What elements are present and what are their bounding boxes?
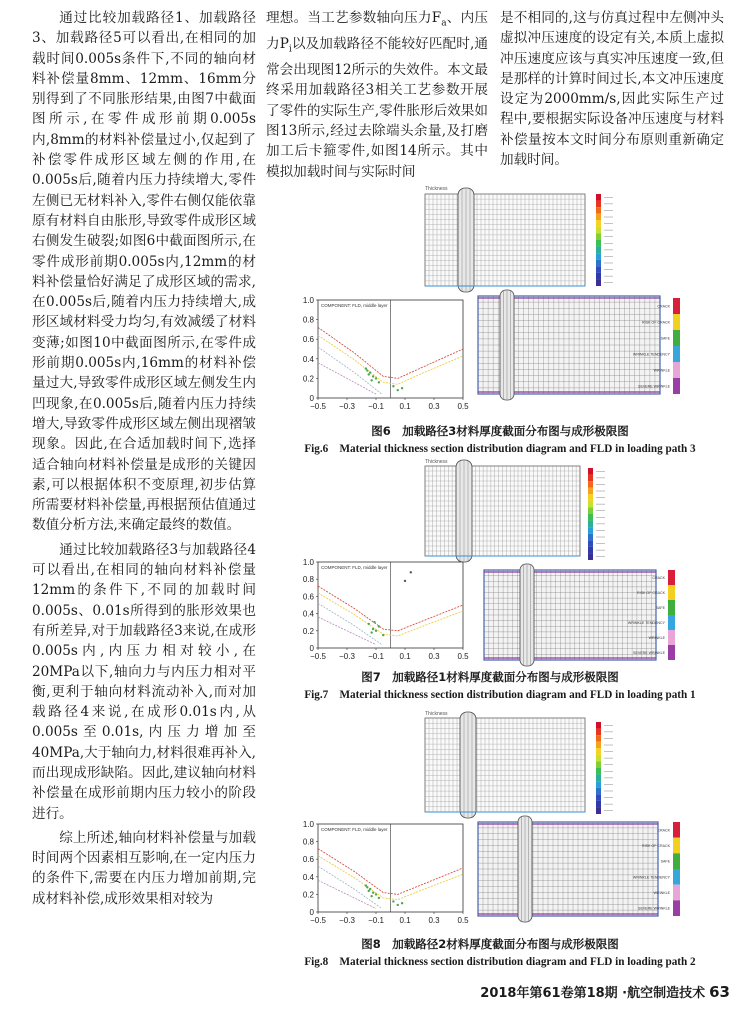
paragraph-loading-path-compare-1: 通过比较加载路径1、加载路径3、加载路径5可以看出,在相同的加载时间0.005s条件下,不同的轴向材料补偿量8mm、12mm、16mm分别得到了不同胀形结果,由图7中截面图所示,在零件成形前期0.005s内,8mm的材料补偿量过小,仅起到了补偿零件成形区域左侧的作用,在0.005s后,随着内压力持续增大,零件左侧已无材料补入,零件右侧仅能依靠原有材料自由胀形,导致零件成形区域右侧发生破裂;如图6中截面图所示,在零件成形前期0.005s内,12mm的材料补偿量恰好满足了成形区域的需求,在0.005s后,随着内压力持续增大,成形区域材料受力均匀,有效减缓了材料变薄;如图10中截面图所示,在零件成形前期0.005s内,16mm的材料补偿量过大,导致零件成形区域左侧发生内凹现象,在0.005s后,随着内压力持续增大,导致零件成形区域左侧出现褶皱现象。因此,在合适加载时间下,选择适合轴向材料补偿量是成形的关键因素,可以根据体积不变原理,初步估算所需要材料补偿量,再根据预估值通过数值分析方法,来确定最终的数值。 (32, 10, 256, 534)
fld-title: COMPONENT: FLD, middle layer (321, 565, 388, 570)
fld-strain-point (382, 634, 384, 636)
fld-strain-point (365, 367, 367, 369)
fld-strain-point (368, 623, 370, 625)
legend-label: SEVERE WRINKLE (638, 384, 670, 389)
legend-swatch (673, 853, 680, 869)
legend-swatch (673, 838, 680, 854)
legend-label: RISK OF CRACK (642, 320, 670, 325)
legend-label: RISK OF CRACK (637, 591, 665, 595)
fld-strain-point (410, 571, 412, 573)
thickness-colorbar-1 (588, 468, 605, 560)
legend-label: CRACK (657, 828, 670, 833)
fld-x-tick-label: −0.3 (339, 916, 355, 925)
formed-part-mesh-0 (478, 290, 660, 400)
fld-y-tick-label: 0.8 (302, 315, 314, 325)
fld-strain-point (366, 369, 368, 371)
figure-8-caption-en: Fig.8 Material thickness section distribution diagram and FLD in loading path 2 (304, 956, 696, 968)
paragraph-continuation-3: 是不相同的,这与仿真过程中左侧冲头虚拟冲压速度的设定有关,本质上虚拟冲压速度应该与真实冲压速度一致,但是那样的计算时间过长,本文冲压速度设定为2000mm/s,因此实际生产过程中,要根据实际设备冲压速度与材料补偿量按本文时间分布原则重新确定加载时间。 (500, 10, 724, 169)
legend-swatch (673, 346, 680, 362)
fld-strain-point (397, 389, 399, 391)
fld-y-tick-label: 0.6 (302, 592, 314, 602)
fld-strain-point (366, 886, 368, 888)
colorbar-swatch (596, 722, 601, 729)
legend-swatch (673, 314, 680, 330)
fld-y-tick-label: 0.2 (302, 890, 314, 900)
legend-swatch (673, 822, 680, 838)
legend-label: WRINKLE TENDENCY (632, 352, 670, 357)
colorbar-swatch (596, 240, 601, 247)
legend-swatch (668, 570, 675, 585)
fld-x-tick-label: −0.5 (310, 402, 326, 411)
fld-x-tick-label: 0.3 (428, 652, 440, 661)
figure-7-caption-cn: 图7 加载路径1材料厚度截面分布图与成形极限图 (361, 670, 619, 684)
fld-y-tick-label: 0.8 (302, 575, 314, 585)
figure-6-caption-cn: 图6 加载路径3材料厚度截面分布图与成形极限图 (371, 424, 629, 438)
colorbar-swatch (588, 521, 593, 528)
colorbar-swatch (596, 775, 601, 782)
fld-strain-point (397, 904, 399, 906)
fld-title: COMPONENT: FLD, middle layer (321, 827, 388, 832)
colorbar-swatch (596, 279, 601, 286)
paragraph-loading-path-compare-2: 通过比较加载路径3与加载路径4可以看出,在相同的轴向材料补偿量12mm的条件下,不同的加载时间0.005s、0.01s所得到的胀形效果也有所差异,对于加载路径3来说,在成形0.005s内,内压力相对较小,在20MPa以下,轴向力与内压力相对平衡,更利于轴向材料流动补入,而对加载路径4来说,在成形0.01s内,从0.005s至0.01s,内压力增加至40MPa,大于轴向力,材料很难再补入,而出现成形缺陷。因此,建议轴向材料补偿量在成形前期内压力较小的阶段进行。 (32, 541, 256, 822)
formed-part-mesh-1 (484, 564, 656, 666)
legend-swatch (673, 298, 680, 314)
colorbar-swatch (588, 534, 593, 541)
legend-label: SEVERE WRINKLE (638, 906, 670, 911)
colorbar-swatch (588, 481, 593, 488)
legend-label: SEVERE WRINKLE (633, 651, 665, 655)
fld-strain-point (375, 377, 377, 379)
journal-name: 2018年第61卷第18期 ·航空制造技术 (480, 986, 706, 1001)
section-label: Thickness (425, 459, 448, 465)
fld-strain-point (372, 891, 374, 893)
colorbar-swatch (588, 553, 593, 560)
fld-strain-point (375, 893, 377, 895)
fld-y-tick-label: 0.8 (302, 837, 314, 847)
legend-swatch (673, 900, 680, 916)
fld-strain-point (370, 895, 372, 897)
colorbar-swatch (596, 735, 601, 742)
colorbar-swatch (596, 233, 601, 240)
colorbar-swatch (596, 748, 601, 755)
colorbar-swatch (588, 507, 593, 514)
legend-label: WRINKLE TENDENCY (632, 875, 670, 880)
fld-y-tick-label: 0.4 (302, 354, 314, 364)
fld-x-tick-label: 0.5 (457, 916, 469, 925)
fld-x-tick-label: −0.1 (368, 402, 384, 411)
legend-label: SAFE (660, 859, 670, 864)
colorbar-swatch (588, 547, 593, 554)
legend-label: WRINKLE (653, 891, 670, 895)
thickness-section-mesh-0 (425, 188, 585, 292)
legend-label: SAFE (660, 336, 670, 341)
fld-y-tick-label: 1.0 (302, 820, 314, 829)
fld-plot-2 (303, 820, 469, 925)
legend-swatch (673, 885, 680, 901)
colorbar-swatch (596, 761, 601, 768)
colorbar-swatch (596, 220, 601, 227)
formed-part-mesh-2 (478, 816, 658, 922)
colorbar-swatch (596, 207, 601, 214)
colorbar-swatch (596, 801, 601, 808)
section-label: Thickness (425, 711, 448, 717)
figure-7-caption-en: Fig.7 Material thickness section distribution diagram and FLD in loading path 1 (304, 689, 696, 701)
legend-swatch (673, 362, 680, 378)
legend-label: RISK OF CRACK (642, 844, 670, 848)
fld-plot-1 (303, 558, 469, 661)
page-footer (480, 982, 730, 1001)
page-number: 63 (709, 983, 730, 1001)
thickness-section-mesh-1 (425, 460, 580, 562)
fld-strain-point (369, 371, 371, 373)
colorbar-swatch (596, 194, 601, 201)
fld-x-tick-label: −0.5 (310, 916, 326, 925)
fld-x-tick-label: 0.1 (399, 916, 411, 925)
paragraph-summary: 综上所述,轴向材料补偿量与加载时间两个因素相互影响,在一定内压力的条件下,需要在内压力增加前期,完成材料补偿,成形效果相对较为 (32, 829, 256, 907)
legend-swatch (668, 585, 675, 600)
figure-6-caption-en: Fig.6 Material thickness section distribution diagram and FLD in loading path 3 (304, 443, 696, 455)
fld-strain-point (368, 373, 370, 375)
colorbar-swatch (588, 501, 593, 508)
colorbar-swatch (596, 247, 601, 254)
legend-swatch (668, 630, 675, 645)
fld-x-tick-label: −0.5 (310, 652, 326, 661)
fld-y-tick-label: 0.4 (302, 872, 314, 882)
legend-label: CRACK (657, 304, 670, 309)
legend-swatch (668, 615, 675, 630)
legend-label: SAFE (655, 606, 665, 610)
fld-x-tick-label: 0.1 (399, 402, 411, 411)
fld-strain-point (369, 888, 371, 890)
fld-y-tick-label: 1.0 (302, 558, 314, 567)
colorbar-swatch (596, 273, 601, 280)
legend-swatch (668, 645, 675, 660)
colorbar-swatch (596, 227, 601, 234)
fld-strain-point (404, 580, 406, 582)
legend-swatch (673, 378, 680, 394)
fld-x-tick-label: −0.1 (368, 652, 384, 661)
fld-y-tick-label: 0.2 (302, 626, 314, 636)
fld-strain-point (378, 381, 380, 383)
figure-8-caption-cn: 图8 加载路径2材料厚度截面分布图与成形极限图 (361, 937, 619, 951)
colorbar-swatch (596, 781, 601, 788)
fld-x-tick-label: 0.5 (457, 402, 469, 411)
legend-swatch (673, 869, 680, 885)
colorbar-swatch (588, 527, 593, 534)
fld-strain-point (372, 628, 374, 630)
fld-strain-point (401, 902, 403, 904)
fld-strain-point (392, 900, 394, 902)
fld-y-tick-label: 1.0 (302, 296, 314, 305)
fld-plot-0 (303, 296, 469, 411)
legend-label: WRINKLE (648, 636, 665, 640)
legend-label: WRINKLE TENDENCY (627, 621, 665, 625)
colorbar-swatch (588, 488, 593, 495)
fld-y-tick-label: 0.2 (302, 374, 314, 384)
fld-y-tick-label: 0.4 (302, 609, 314, 619)
fld-strain-point (378, 897, 380, 899)
fld-strain-point (375, 630, 377, 632)
fld-x-tick-label: 0.3 (428, 402, 440, 411)
fld-x-tick-label: −0.3 (339, 402, 355, 411)
fld-strain-point (401, 387, 403, 389)
colorbar-swatch (596, 788, 601, 795)
fld-y-tick-label: 0 (309, 908, 314, 917)
legend-swatch (673, 330, 680, 346)
colorbar-swatch (596, 794, 601, 801)
colorbar-swatch (596, 742, 601, 749)
thickness-section-mesh-2 (425, 712, 585, 818)
fld-strain-point (370, 379, 372, 381)
fld-title: COMPONENT: FLD, middle layer (321, 303, 388, 308)
colorbar-swatch (588, 540, 593, 547)
thickness-colorbar-0 (596, 194, 613, 286)
fld-strain-point (373, 621, 375, 623)
fld-strain-point (372, 375, 374, 377)
colorbar-swatch (588, 494, 593, 501)
section-label: Thickness (425, 186, 448, 192)
colorbar-swatch (596, 807, 601, 814)
fld-x-tick-label: 0.3 (428, 916, 440, 925)
legend-swatch (668, 600, 675, 615)
colorbar-swatch (596, 768, 601, 775)
colorbar-swatch (588, 468, 593, 475)
thickness-colorbar-2 (596, 722, 613, 814)
fld-x-tick-label: −0.1 (368, 916, 384, 925)
fld-y-tick-label: 0.6 (302, 855, 314, 865)
fld-strain-point (370, 631, 372, 633)
fld-y-tick-label: 0 (309, 644, 314, 653)
colorbar-swatch (596, 266, 601, 273)
colorbar-swatch (596, 260, 601, 267)
colorbar-swatch (588, 514, 593, 521)
fld-y-tick-label: 0 (309, 394, 314, 403)
fld-strain-point (392, 385, 394, 387)
fld-y-tick-label: 0.6 (302, 335, 314, 345)
paragraph-continuation: 理想。当工艺参数轴向压力$F_a$、内压力$P_i$以及加载路径不能较好匹配时,通常会出现图12所示的失效件。本文最终采用加载路径3相关工艺参数开展了零件的实际生产,零件胀形后效果如图13所示,经过去除端头余量,及打磨加工后卡箍零件,如图14所示。其中模拟加载时间与实际时间 (266, 10, 488, 180)
fld-x-tick-label: −0.3 (339, 652, 355, 661)
colorbar-swatch (588, 475, 593, 482)
colorbar-swatch (596, 755, 601, 762)
legend-label: WRINKLE (653, 368, 670, 373)
legend-label: CRACK (652, 576, 665, 580)
colorbar-swatch (596, 201, 601, 208)
fld-x-tick-label: 0.1 (399, 652, 411, 661)
colorbar-swatch (596, 214, 601, 221)
colorbar-swatch (596, 253, 601, 260)
fld-x-tick-label: 0.5 (457, 652, 469, 661)
colorbar-swatch (596, 729, 601, 736)
fld-strain-point (378, 625, 380, 627)
